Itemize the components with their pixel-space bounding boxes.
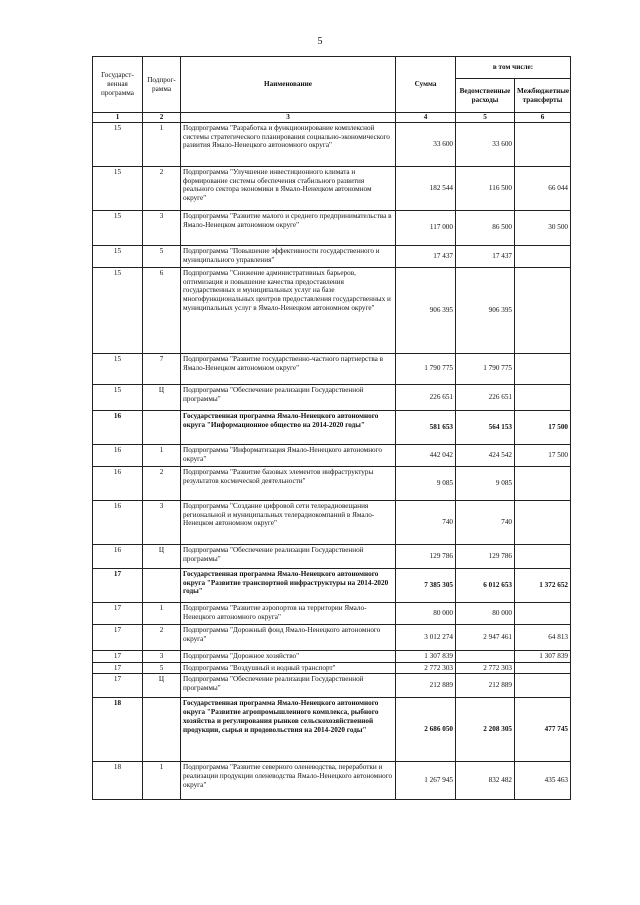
column-number: 5 <box>456 113 515 123</box>
sum-cell: 2 686 050 <box>396 698 456 762</box>
column-number: 1 <box>93 113 143 123</box>
program-row <box>93 698 571 762</box>
subprogram-row <box>93 267 571 353</box>
subprogram-cell: 3 <box>143 210 181 245</box>
subprogram-cell: 5 <box>143 662 181 674</box>
subprogram-row <box>93 500 571 544</box>
sum-cell: 80 000 <box>396 602 456 624</box>
sum-cell: 2 772 303 <box>396 662 456 674</box>
interbudget-cell: 1 372 652 <box>515 568 571 602</box>
name-cell: Подпрограмма "Развитие аэропортов на территории Ямало-Ненецкого автономного округа" <box>181 602 396 624</box>
departmental-cell <box>456 650 515 662</box>
sum-cell: 1 267 945 <box>396 762 456 800</box>
subprogram-row <box>93 210 571 245</box>
header-name: Наименование <box>181 57 396 113</box>
gos-program-cell: 18 <box>93 762 143 800</box>
name-cell: Подпрограмма "Развитие северного оленеводства, переработки и реализации продукции оленеводства Ямало-Ненецкого автономного округа" <box>181 762 396 800</box>
sum-cell: 117 000 <box>396 210 456 245</box>
subprogram-cell: 2 <box>143 466 181 500</box>
subprogram-cell: 6 <box>143 267 181 353</box>
interbudget-cell <box>515 267 571 353</box>
gos-program-cell: 15 <box>93 122 143 166</box>
subprogram-cell <box>143 568 181 602</box>
departmental-cell: 80 000 <box>456 602 515 624</box>
subprogram-cell <box>143 698 181 762</box>
gos-program-cell: 18 <box>93 698 143 762</box>
subprogram-row <box>93 466 571 500</box>
interbudget-cell <box>515 384 571 410</box>
gos-program-cell: 15 <box>93 245 143 267</box>
gos-program-cell: 17 <box>93 674 143 698</box>
gos-program-cell: 17 <box>93 662 143 674</box>
name-cell: Подпрограмма "Обеспечение реализации Государственной программы" <box>181 544 396 568</box>
subprogram-cell: 3 <box>143 650 181 662</box>
header-departmental: Ведомственные расходы <box>456 79 515 113</box>
subprogram-cell: 1 <box>143 122 181 166</box>
header-sum: Сумма <box>396 57 456 113</box>
name-cell: Подпрограмма "Разработка и функционирование комплексной системы стратегического планирования социально-экономического развития Ямало-Ненецкого автономного округа" <box>181 122 396 166</box>
name-cell: Подпрограмма "Развитие государственно-частного партнерства в Ямало-Ненецком автономном округе" <box>181 353 396 384</box>
name-cell: Подпрограмма "Повышение эффективности государственного и муниципального управления" <box>181 245 396 267</box>
interbudget-cell <box>515 544 571 568</box>
header-gos-program: Государст-венная программа <box>93 57 143 113</box>
column-number: 3 <box>181 113 396 123</box>
subprogram-cell: 5 <box>143 245 181 267</box>
interbudget-cell: 17 500 <box>515 444 571 466</box>
column-number: 4 <box>396 113 456 123</box>
name-cell: Подпрограмма "Информатизация Ямало-Ненецкого автономного округа" <box>181 444 396 466</box>
name-cell: Подпрограмма "Развитие базовых элементов инфраструктуры результатов космической деятельности" <box>181 466 396 500</box>
departmental-cell: 86 500 <box>456 210 515 245</box>
header-including: в том числе: <box>456 57 571 79</box>
departmental-cell: 564 153 <box>456 410 515 444</box>
sum-cell: 182 544 <box>396 166 456 210</box>
table-body <box>93 122 571 800</box>
interbudget-cell <box>515 245 571 267</box>
budget-table <box>92 56 571 800</box>
subprogram-cell: 1 <box>143 444 181 466</box>
interbudget-cell <box>515 674 571 698</box>
header-subprogram: Подпрог-рамма <box>143 57 181 113</box>
departmental-cell: 424 542 <box>456 444 515 466</box>
name-cell: Подпрограмма "Дорожное хозяйство" <box>181 650 396 662</box>
sum-cell: 226 651 <box>396 384 456 410</box>
interbudget-cell: 17 500 <box>515 410 571 444</box>
interbudget-cell <box>515 353 571 384</box>
sum-cell: 7 385 305 <box>396 568 456 602</box>
departmental-cell: 9 085 <box>456 466 515 500</box>
subprogram-cell <box>143 410 181 444</box>
sum-cell: 442 042 <box>396 444 456 466</box>
subprogram-row <box>93 245 571 267</box>
gos-program-cell: 15 <box>93 267 143 353</box>
interbudget-cell <box>515 662 571 674</box>
gos-program-cell: 16 <box>93 444 143 466</box>
subprogram-row <box>93 624 571 650</box>
subprogram-cell: 2 <box>143 624 181 650</box>
program-row <box>93 568 571 602</box>
subprogram-row <box>93 674 571 698</box>
subprogram-cell: 3 <box>143 500 181 544</box>
sum-cell: 1 307 839 <box>396 650 456 662</box>
departmental-cell: 906 395 <box>456 267 515 353</box>
departmental-cell: 740 <box>456 500 515 544</box>
subprogram-row <box>93 602 571 624</box>
subprogram-cell: Ц <box>143 674 181 698</box>
departmental-cell: 2 772 303 <box>456 662 515 674</box>
departmental-cell: 832 482 <box>456 762 515 800</box>
gos-program-cell: 15 <box>93 353 143 384</box>
column-number: 2 <box>143 113 181 123</box>
subprogram-row <box>93 166 571 210</box>
subprogram-row <box>93 384 571 410</box>
name-cell: Подпрограмма "Дорожный фонд Ямало-Ненецкого автономного округа" <box>181 624 396 650</box>
departmental-cell: 129 786 <box>456 544 515 568</box>
departmental-cell: 6 012 653 <box>456 568 515 602</box>
departmental-cell: 17 437 <box>456 245 515 267</box>
column-number: 6 <box>515 113 571 123</box>
departmental-cell: 116 500 <box>456 166 515 210</box>
departmental-cell: 33 600 <box>456 122 515 166</box>
subprogram-row <box>93 650 571 662</box>
departmental-cell: 2 947 461 <box>456 624 515 650</box>
interbudget-cell: 1 307 839 <box>515 650 571 662</box>
name-cell: Подпрограмма "Воздушный и водный транспорт" <box>181 662 396 674</box>
name-cell: Подпрограмма "Обеспечение реализации Государственной программы" <box>181 674 396 698</box>
subprogram-cell: 1 <box>143 762 181 800</box>
interbudget-cell <box>515 500 571 544</box>
sum-cell: 906 395 <box>396 267 456 353</box>
interbudget-cell: 64 813 <box>515 624 571 650</box>
name-cell: Подпрограмма "Улучшение инвестиционного климата и формирование системы обеспечения стабильного развития реального сектора экономики в Ямало-Ненецком автономном округе" <box>181 166 396 210</box>
gos-program-cell: 16 <box>93 544 143 568</box>
page-number: 5 <box>317 36 323 47</box>
sum-cell: 581 653 <box>396 410 456 444</box>
name-cell: Подпрограмма "Обеспечение реализации Государственной программы" <box>181 384 396 410</box>
interbudget-cell: 435 463 <box>515 762 571 800</box>
subprogram-row <box>93 762 571 800</box>
interbudget-cell: 66 044 <box>515 166 571 210</box>
subprogram-row <box>93 544 571 568</box>
sum-cell: 129 786 <box>396 544 456 568</box>
subprogram-cell: Ц <box>143 544 181 568</box>
sum-cell: 3 012 274 <box>396 624 456 650</box>
name-cell: Государственная программа Ямало-Ненецкого автономного округа "Информационное общество на 2014-2020 годы" <box>181 410 396 444</box>
subprogram-cell: Ц <box>143 384 181 410</box>
gos-program-cell: 17 <box>93 568 143 602</box>
sum-cell: 33 600 <box>396 122 456 166</box>
gos-program-cell: 16 <box>93 410 143 444</box>
sum-cell: 212 889 <box>396 674 456 698</box>
sum-cell: 740 <box>396 500 456 544</box>
gos-program-cell: 17 <box>93 650 143 662</box>
departmental-cell: 1 790 775 <box>456 353 515 384</box>
header-interbudget: Межбюджетные трансферты <box>515 79 571 113</box>
subprogram-cell: 1 <box>143 602 181 624</box>
interbudget-cell: 477 745 <box>515 698 571 762</box>
departmental-cell: 226 651 <box>456 384 515 410</box>
subprogram-cell: 7 <box>143 353 181 384</box>
subprogram-row <box>93 122 571 166</box>
gos-program-cell: 17 <box>93 624 143 650</box>
gos-program-cell: 17 <box>93 602 143 624</box>
interbudget-cell <box>515 122 571 166</box>
departmental-cell: 212 889 <box>456 674 515 698</box>
sum-cell: 1 790 775 <box>396 353 456 384</box>
program-row <box>93 410 571 444</box>
name-cell: Подпрограмма "Создание цифровой сети телерадиовещания региональной и муниципальных телерадиокомпаний в Ямало-Ненецком автономном округе" <box>181 500 396 544</box>
interbudget-cell <box>515 466 571 500</box>
name-cell: Подпрограмма "Развитие малого и среднего предпринимательства в Ямало-Ненецком автономном округе" <box>181 210 396 245</box>
name-cell: Государственная программа Ямало-Ненецкого автономного округа "Развитие агропромышленного комплекса, рыбного хозяйства и регулирования рынков сельскохозяйственной продукции, сырья и продовольствия на 2014-2020 годы" <box>181 698 396 762</box>
sum-cell: 9 085 <box>396 466 456 500</box>
gos-program-cell: 16 <box>93 500 143 544</box>
subprogram-row <box>93 444 571 466</box>
gos-program-cell: 15 <box>93 166 143 210</box>
interbudget-cell <box>515 602 571 624</box>
subprogram-cell: 2 <box>143 166 181 210</box>
name-cell: Государственная программа Ямало-Ненецкого автономного округа "Развитие транспортной инфраструктуры на 2014-2020 годы" <box>181 568 396 602</box>
subprogram-row <box>93 353 571 384</box>
name-cell: Подпрограмма "Снижение административных барьеров, оптимизация и повышение качества предоставления государственных и муниципальных услуг на базе многофункциональных центров предоставления государственных и муниципальных услуг в Ямало-Ненецком автономном округе" <box>181 267 396 353</box>
sum-cell: 17 437 <box>396 245 456 267</box>
subprogram-row <box>93 662 571 674</box>
gos-program-cell: 15 <box>93 210 143 245</box>
departmental-cell: 2 208 305 <box>456 698 515 762</box>
interbudget-cell: 30 500 <box>515 210 571 245</box>
gos-program-cell: 16 <box>93 466 143 500</box>
gos-program-cell: 15 <box>93 384 143 410</box>
